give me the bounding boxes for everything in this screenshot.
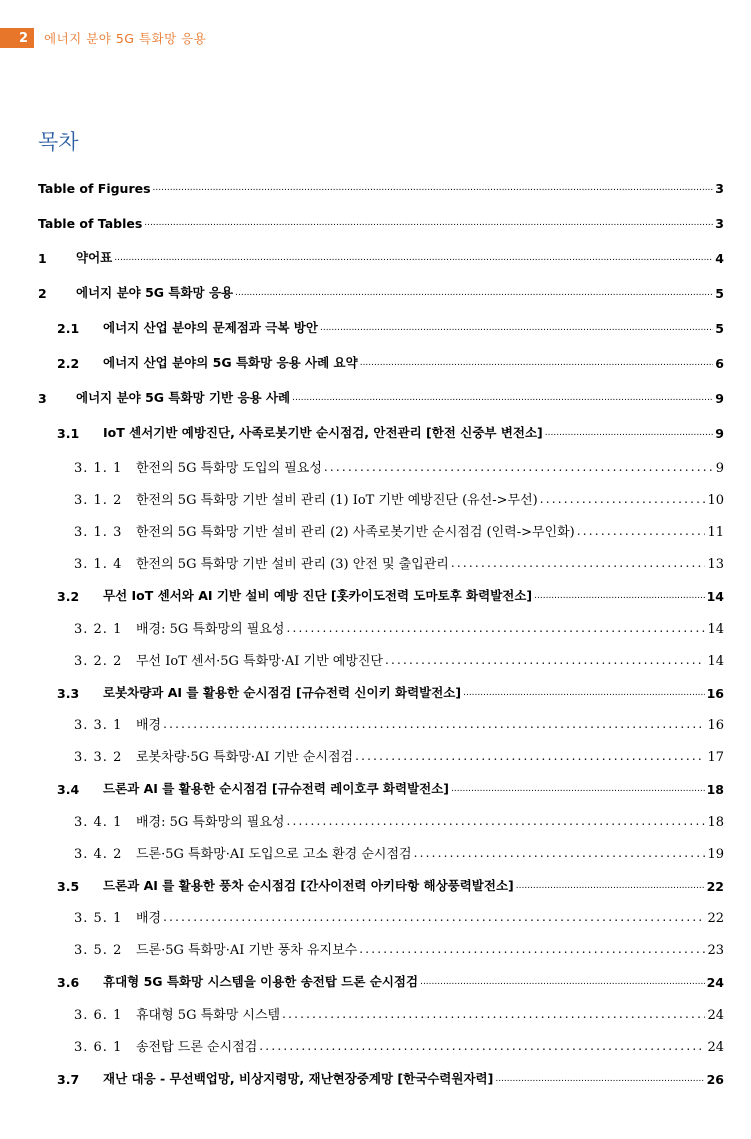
toc-entry-text: 배경 <box>136 718 162 733</box>
toc-entry-page: 9 <box>715 426 724 441</box>
toc-entry-number: 1 <box>38 251 47 266</box>
toc-leader-dots <box>385 654 705 669</box>
toc-leader-dots <box>153 184 714 196</box>
toc-leader-dots <box>495 1075 704 1087</box>
toc-leader-dots <box>577 525 706 540</box>
toc-entry-number: 3. 6. 1 <box>74 1008 123 1023</box>
toc-entry-text: 재난 대응 - 무선백업망, 비상지령망, 재난현장중계망 [한국수력원자력] <box>103 1071 494 1086</box>
toc-leader-dots <box>286 622 705 637</box>
toc-entry-number: 3. 2. 2 <box>74 654 123 669</box>
toc-leader-dots <box>235 289 713 301</box>
toc-entry-3-5[interactable] <box>57 874 724 894</box>
toc-leader-dots <box>163 718 705 733</box>
toc-entry-text: 배경 <box>136 911 162 926</box>
toc-entry-2[interactable] <box>38 281 724 301</box>
toc-entry-text: 에너지 분야 5G 특화망 기반 응용 사례 <box>76 390 291 405</box>
toc-leader-dots <box>359 943 705 958</box>
toc-entry-page: 19 <box>707 847 724 862</box>
toc-entry-page: 24 <box>706 975 724 990</box>
toc-entry-number: 2 <box>38 286 47 301</box>
toc-entry-number: 3. 1. 2 <box>74 493 123 508</box>
toc-entry-page: 18 <box>707 815 724 830</box>
toc-entry-page: 24 <box>707 1008 724 1023</box>
toc-entry-number: 3. 6. 1 <box>74 1040 123 1055</box>
toc-leader-dots <box>545 429 714 441</box>
toc-entry-page: 5 <box>715 286 724 301</box>
toc-entry-text: Table of Figures <box>38 181 151 196</box>
page-number-badge: 2 <box>0 28 34 48</box>
toc-leader-dots <box>114 254 713 266</box>
toc-leader-dots <box>420 978 705 990</box>
toc-entry-text: 에너지 산업 분야의 문제점과 극복 방안 <box>103 320 318 335</box>
toc-entry-page: 18 <box>706 782 724 797</box>
toc-entry-page: 10 <box>707 493 724 508</box>
toc-entry-text: 드론과 AI 를 활용한 순시점검 [규슈전력 레이호쿠 화력발전소] <box>103 781 450 796</box>
page-header <box>0 28 206 48</box>
toc-entry-page: 17 <box>707 750 724 765</box>
toc-entry-number: 3 <box>38 391 47 406</box>
toc-entry-3-2-2[interactable] <box>74 649 724 669</box>
toc-entry-number: 3. 5. 1 <box>74 911 123 926</box>
toc-entry-3-5-2[interactable] <box>74 938 724 958</box>
toc-entry-3-1-1[interactable] <box>74 456 724 476</box>
toc-entry-page: 14 <box>707 622 724 637</box>
toc-entry-text: 드론과 AI 를 활용한 풍차 순시점검 [간사이전력 아키타항 해상풍력발전소] <box>103 878 514 893</box>
toc-entry-number: 3.1 <box>57 426 80 441</box>
toc-entry-page: 9 <box>715 391 724 406</box>
toc-entry-page: 26 <box>706 1072 724 1087</box>
toc-leader-dots <box>259 1040 705 1055</box>
toc-entry-page: 23 <box>707 943 724 958</box>
toc-entry-number: 3. 3. 1 <box>74 718 123 733</box>
toc-entry-3-6[interactable] <box>57 970 724 990</box>
toc-entry-text: 드론·5G 특화망·AI 기반 풍차 유지보수 <box>136 943 358 958</box>
toc-entry-number: 3. 3. 2 <box>74 750 123 765</box>
toc-entry-3-4-1[interactable] <box>74 810 724 830</box>
toc-entry-1[interactable] <box>38 246 724 266</box>
toc-entry-number: 3. 5. 2 <box>74 943 123 958</box>
toc-entry-3-3-2[interactable] <box>74 745 724 765</box>
toc-entry-text: 무선 IoT 센서·5G 특화망·AI 기반 예방진단 <box>136 654 383 669</box>
toc-entry-page: 22 <box>707 911 724 926</box>
toc-entry-3-1[interactable] <box>57 421 724 441</box>
toc-entry-number: 2.2 <box>57 356 80 371</box>
toc-entry-text: 송전탑 드론 순시점검 <box>136 1040 258 1055</box>
toc-entry-text: 로봇차량·5G 특화망·AI 기반 순시점검 <box>136 750 354 765</box>
toc-entry-3-1-3[interactable] <box>74 520 724 540</box>
toc-entry-text: 배경: 5G 특화망의 필요성 <box>136 815 285 830</box>
toc-entry-3-2[interactable] <box>57 584 724 604</box>
toc-entry-text: 휴대형 5G 특화망 시스템 <box>136 1008 281 1023</box>
toc-leader-dots <box>320 324 713 336</box>
toc-leader-dots <box>451 785 705 797</box>
toc-title: 목차 <box>38 130 79 154</box>
toc-entry-page: 22 <box>706 879 724 894</box>
toc-entry-number: 3.3 <box>57 686 80 701</box>
header-title: 에너지 분야 5G 특화망 응용 <box>44 31 207 46</box>
toc-entry-page: 16 <box>707 718 724 733</box>
toc-entry-page: 9 <box>715 461 724 476</box>
toc-entry-text: IoT 센서기반 예방진단, 사족로봇기반 순시점검, 안전관리 [한전 신중부 변전소] <box>103 425 543 440</box>
toc-entry-3-1-4[interactable] <box>74 552 724 572</box>
toc-leader-dots <box>144 219 713 231</box>
toc-entry-3-2-1[interactable] <box>74 617 724 637</box>
toc-entry-3-3[interactable] <box>57 681 724 701</box>
toc-entry-number: 3. 1. 4 <box>74 557 123 572</box>
toc-leader-dots <box>463 689 705 701</box>
toc-entry-text: 한전의 5G 특화망 기반 설비 관리 (1) IoT 기반 예방진단 (유선->무선) <box>136 493 538 508</box>
toc-entry-number: 3. 1. 1 <box>74 461 123 476</box>
toc-entry-page: 24 <box>707 1040 724 1055</box>
toc-entry-table-of-figures[interactable] <box>38 176 724 196</box>
toc-entry-text: 휴대형 5G 특화망 시스템을 이용한 송전탑 드론 순시점검 <box>103 974 419 989</box>
toc-entry-3-6-1[interactable] <box>74 1003 724 1023</box>
toc-leader-dots <box>282 1008 705 1023</box>
toc-entry-page: 4 <box>715 251 724 266</box>
toc-entry-page: 3 <box>715 181 724 196</box>
toc-leader-dots <box>324 461 714 476</box>
toc-entry-page: 5 <box>715 321 724 336</box>
toc-entry-2-2[interactable] <box>57 351 724 371</box>
toc-entry-3-3-1[interactable] <box>74 713 724 733</box>
toc-entry-text: Table of Tables <box>38 216 143 231</box>
toc-entry-page: 14 <box>707 654 724 669</box>
toc-leader-dots <box>451 557 706 572</box>
toc-entry-3-4-2[interactable] <box>74 842 724 862</box>
toc-leader-dots <box>286 815 705 830</box>
toc-entry-number: 3. 1. 3 <box>74 525 123 540</box>
toc-entry-page: 13 <box>707 557 724 572</box>
toc-entry-number: 3.6 <box>57 975 80 990</box>
toc-entry-text: 드론·5G 특화망·AI 도입으로 고소 환경 순시점검 <box>136 847 412 862</box>
toc-entry-3-4[interactable] <box>57 777 724 797</box>
toc-entry-page: 16 <box>706 686 724 701</box>
toc-entry-text: 로봇차량과 AI 를 활용한 순시점검 [규슈전력 신이키 화력발전소] <box>103 685 462 700</box>
toc-leader-dots <box>414 847 706 862</box>
toc-entry-text: 배경: 5G 특화망의 필요성 <box>136 622 285 637</box>
toc-leader-dots <box>292 394 713 406</box>
toc-entry-text: 한전의 5G 특화망 도입의 필요성 <box>136 461 322 476</box>
toc-entry-number: 3. 4. 2 <box>74 847 123 862</box>
toc-entry-number: 3. 4. 1 <box>74 815 123 830</box>
toc-entry-text: 무선 IoT 센서와 AI 기반 설비 예방 진단 [홋카이도전력 도마토후 화력발전소] <box>103 588 533 603</box>
toc-entry-number: 2.1 <box>57 321 80 336</box>
toc-leader-dots <box>534 592 704 604</box>
toc-entry-number: 3. 2. 1 <box>74 622 123 637</box>
toc-entry-number: 3.2 <box>57 589 80 604</box>
toc-entry-text: 한전의 5G 특화망 기반 설비 관리 (3) 안전 및 출입관리 <box>136 557 449 572</box>
toc-entry-2-1[interactable] <box>57 316 724 336</box>
toc-leader-dots <box>355 750 705 765</box>
toc-entry-page: 14 <box>706 589 724 604</box>
toc-entry-text: 에너지 분야 5G 특화망 응용 <box>76 285 234 300</box>
toc-entry-3[interactable] <box>38 386 724 406</box>
toc-entry-3-6-1-b[interactable] <box>74 1035 724 1055</box>
toc-entry-page: 3 <box>715 216 724 231</box>
toc-leader-dots <box>516 882 705 894</box>
toc-entry-3-5-1[interactable] <box>74 906 724 926</box>
toc-entry-page: 11 <box>707 525 724 540</box>
toc-leader-dots <box>540 493 706 508</box>
toc-entry-text: 에너지 산업 분야의 5G 특화망 응용 사례 요약 <box>103 355 358 370</box>
toc-entry-page: 6 <box>715 356 724 371</box>
toc-entry-number: 3.5 <box>57 879 80 894</box>
toc-leader-dots <box>163 911 705 926</box>
toc-entry-3-7[interactable] <box>57 1067 724 1087</box>
toc-entry-table-of-tables[interactable] <box>38 211 724 231</box>
toc-leader-dots <box>360 359 714 371</box>
toc-entry-text: 약어표 <box>76 250 113 265</box>
toc-entry-number: 3.4 <box>57 782 80 797</box>
toc-entry-3-1-2[interactable] <box>74 488 724 508</box>
toc-entry-number: 3.7 <box>57 1072 80 1087</box>
toc-entry-text: 한전의 5G 특화망 기반 설비 관리 (2) 사족로봇기반 순시점검 (인력->무인화) <box>136 525 575 540</box>
